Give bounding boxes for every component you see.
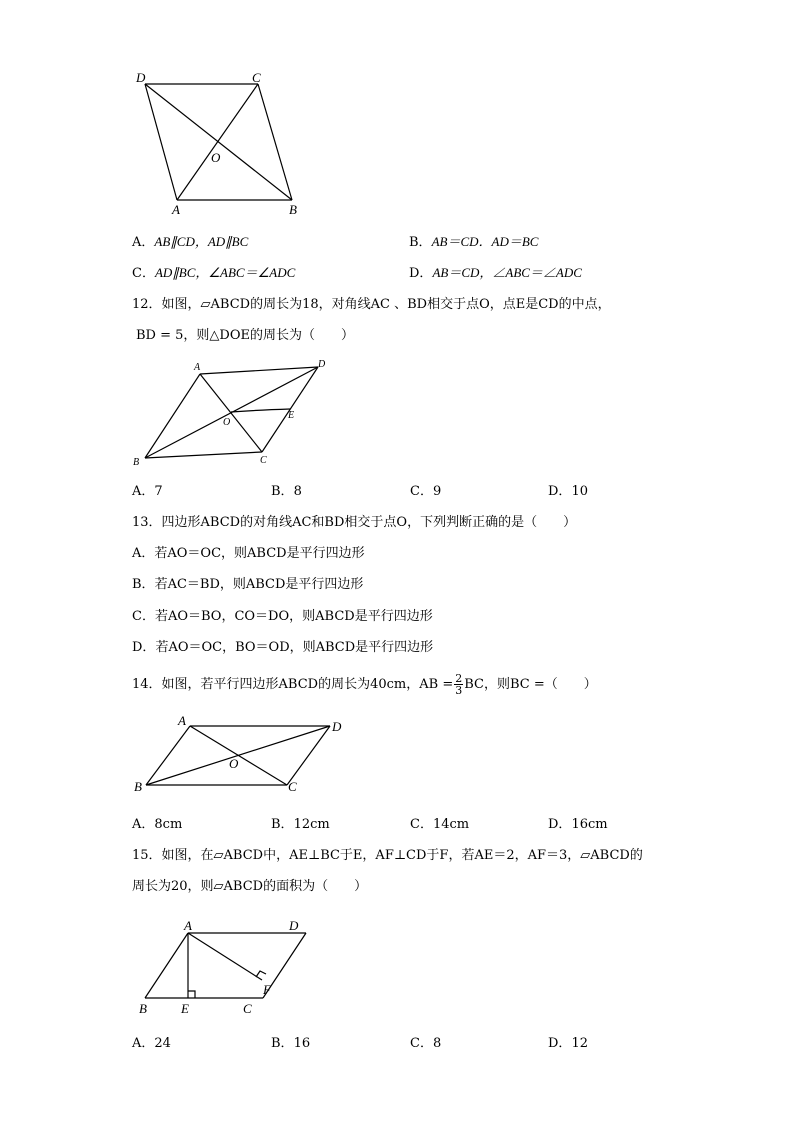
label-B: B: [133, 457, 140, 468]
label-D: D: [289, 918, 299, 933]
label-F: F: [263, 982, 271, 997]
label-A: A: [184, 918, 192, 933]
q15-stem-line2: 周长为20，则▱ABCD的面积为（ ）: [132, 879, 368, 894]
label-O: O: [223, 417, 231, 428]
label-C: C: [288, 779, 297, 794]
label-O: O: [211, 150, 221, 165]
label-O: O: [229, 756, 239, 771]
q15-option-a[interactable]: A．24: [132, 1036, 171, 1051]
q11-option-a[interactable]: A．AB∥CD，AD∥BC: [132, 234, 249, 250]
q14-stem: 14．如图，若平行四边形ABCD的周长为40cm，AB = $\frac{2}{3}$ BC，则BC =（ ）: [132, 672, 597, 697]
label-D: D: [332, 719, 342, 734]
q15-option-d[interactable]: D．12: [548, 1036, 588, 1051]
label-B: B: [139, 1001, 147, 1016]
q14-option-d[interactable]: D．16cm: [548, 817, 608, 832]
q14-option-a[interactable]: A．8cm: [132, 817, 183, 832]
q13-option-c[interactable]: C．若AO＝BO，CO＝DO，则ABCD是平行四边形: [132, 609, 433, 624]
label-C: C: [252, 70, 261, 85]
q12-option-d[interactable]: D．10: [548, 484, 588, 499]
label-E: E: [181, 1001, 189, 1016]
q14-option-c[interactable]: C．14cm: [410, 817, 470, 832]
q15-option-c[interactable]: C．8: [410, 1036, 442, 1051]
label-A: A: [194, 362, 201, 373]
label-A: A: [178, 713, 186, 728]
q13-option-a[interactable]: A．若AO＝OC，则ABCD是平行四边形: [132, 546, 365, 561]
q12-stem-line1: 12．如图，▱ABCD的周长为18，对角线AC 、BD相交于点O，点E是CD的中点，: [132, 297, 611, 312]
label-C: C: [243, 1001, 252, 1016]
q13-option-b[interactable]: B．若AC＝BD，则ABCD是平行四边形: [132, 577, 364, 592]
q12-option-b[interactable]: B．8: [271, 484, 302, 499]
q15-stem-line1: 15．如图，在▱ABCD中，AE⊥BC于E，AF⊥CD于F，若AE＝2，AF＝3，▱ABCD的: [132, 848, 643, 863]
q14-option-b[interactable]: B．12cm: [271, 817, 330, 832]
q15-option-b[interactable]: B．16: [271, 1036, 311, 1051]
q13-option-d[interactable]: D．若AO＝OC，BO＝OD，则ABCD是平行四边形: [132, 640, 434, 655]
q13-stem: 13．四边形ABCD的对角线AC和BD相交于点O，下列判断正确的是（ ）: [132, 515, 577, 530]
fraction-two-thirds: $\frac{2}{3}$: [455, 672, 463, 697]
q12-option-c[interactable]: C．9: [410, 484, 442, 499]
label-B: B: [289, 202, 297, 217]
label-D: D: [318, 359, 326, 370]
q11-option-b[interactable]: B．AB＝CD．AD＝BC: [409, 234, 539, 250]
label-A: A: [172, 202, 180, 217]
q11-option-d[interactable]: D．AB＝CD，∠ABC＝∠ADC: [409, 265, 582, 281]
q12-option-a[interactable]: A．7: [132, 484, 163, 499]
q11-option-c[interactable]: C．AD∥BC，∠ABC＝∠ADC: [132, 265, 296, 281]
label-E: E: [288, 410, 295, 421]
label-C: C: [260, 455, 267, 466]
label-D: D: [136, 70, 146, 85]
label-B: B: [134, 779, 142, 794]
q12-stem-line2: BD = 5，则△DOE的周长为（ ）: [136, 328, 354, 343]
